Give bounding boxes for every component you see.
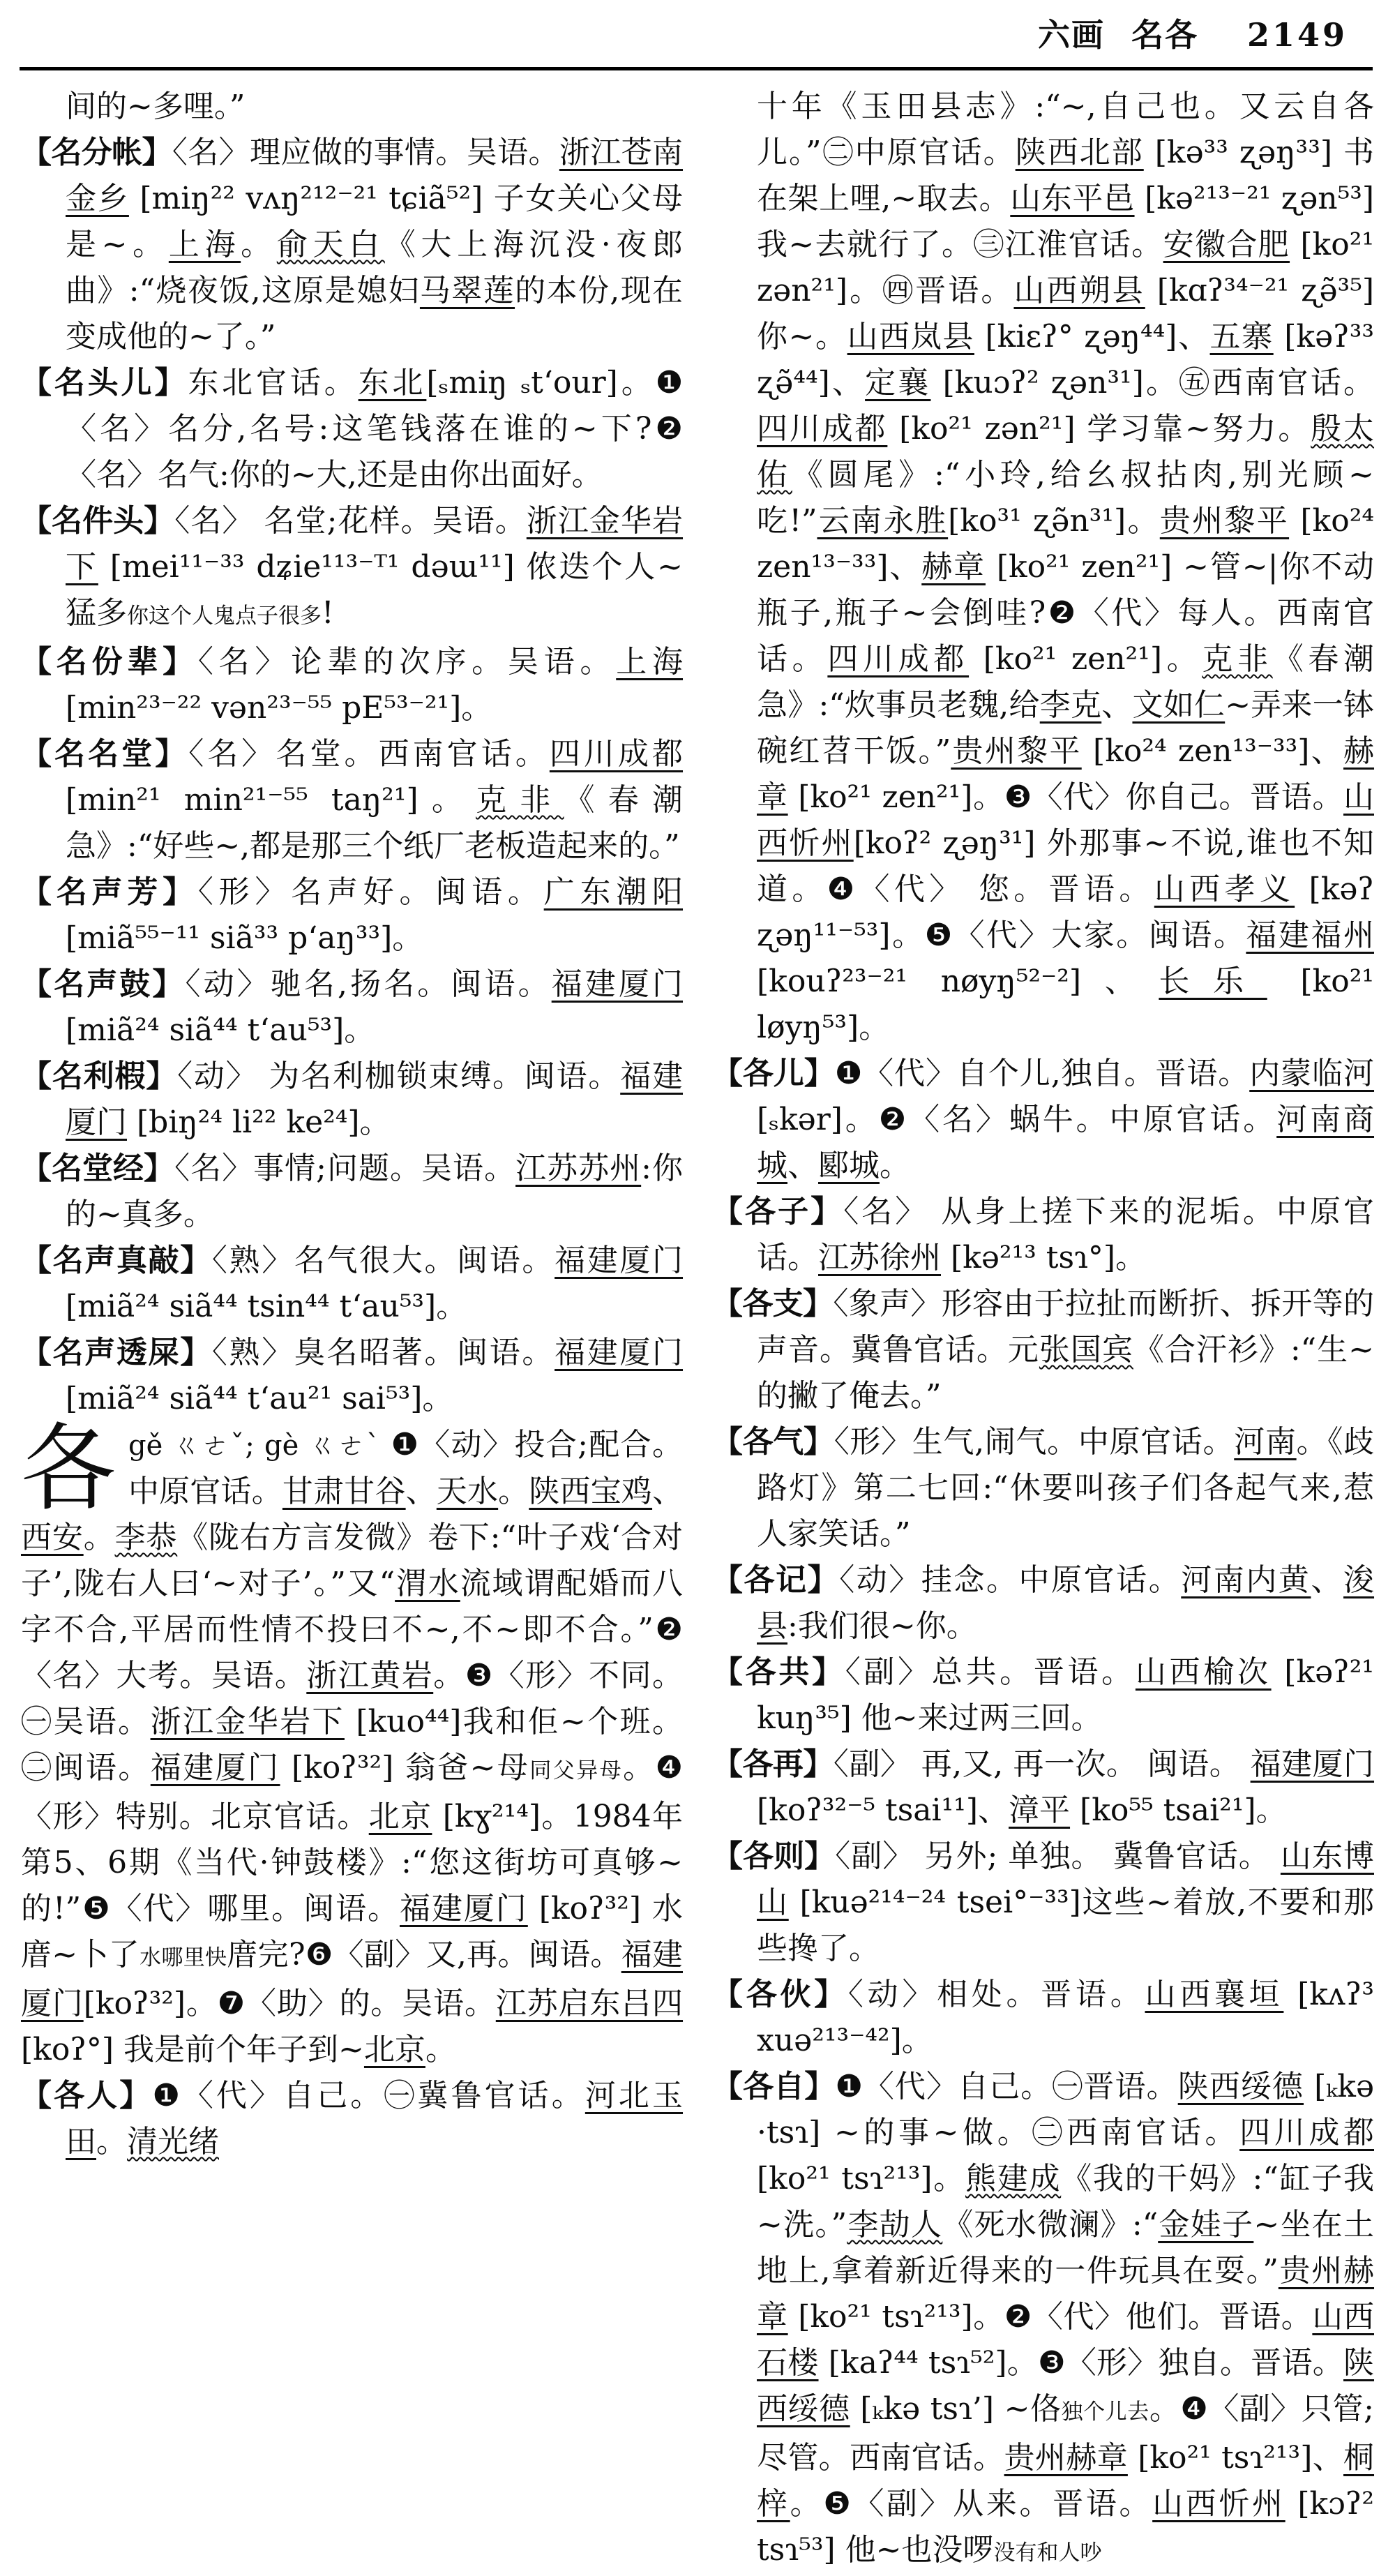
- place-name: 山西襄垣: [1145, 1977, 1284, 2012]
- place-name: 福建厦门: [21, 1937, 683, 2021]
- dict-entry: 【各人】❶〈代〉自己。㊀冀鲁官话。河北玉田。清光绪: [21, 2078, 684, 2159]
- place-name: 陕西宝鸡: [529, 1474, 653, 1509]
- place-name: 福建厦门: [551, 966, 683, 1002]
- place-name: 山西忻州: [1152, 2486, 1285, 2522]
- place-name: 河北玉田: [66, 2078, 684, 2159]
- place-name: 福建厦门: [555, 1243, 684, 1278]
- entry-headword: 【名声芳】: [21, 874, 198, 910]
- place-name: 贵州赫章: [757, 2253, 1375, 2335]
- place-name: 五寨: [1209, 319, 1274, 354]
- place-name: 江苏徐州: [818, 1240, 941, 1275]
- dict-entry: 【各共】〈副〉总共。晋语。山西榆次 [kəʔ²¹ kuŋ³⁵] 他~来过两三回。: [712, 1654, 1375, 1736]
- place-name: 河南商城: [757, 1102, 1375, 1183]
- place-name: 福建厦门: [400, 1891, 528, 1926]
- entry-headword: 【各自】: [712, 2069, 836, 2104]
- place-name: 贵州黎平: [951, 733, 1082, 769]
- place-name: 浙江金华岩下: [150, 1704, 345, 1739]
- right-column: [712, 84, 1374, 2576]
- dict-entry: 【名声真敲】〈熟〉名气很大。闽语。福建厦门[miã²⁴ siã⁴⁴ tsin⁴⁴ t‘au⁵³]。: [21, 1243, 684, 1324]
- running-header: [0, 10, 1348, 56]
- entry-headword: 【各则】: [712, 1839, 836, 1874]
- entry-headword: 【名堂经】: [21, 1151, 175, 1186]
- gloss-small: 独个儿去: [1061, 2399, 1149, 2425]
- place-name: 山东平邑: [1010, 181, 1135, 216]
- entry-headword: 【名声鼓】: [21, 966, 186, 1002]
- entry-headword: 【各人】: [21, 2078, 153, 2113]
- gloss-small: 水哪里快: [140, 1945, 227, 1970]
- place-name: 北京: [363, 2032, 425, 2067]
- entry-headword: 【名分帐】: [21, 135, 172, 170]
- place-name: 福建厦门: [555, 1335, 684, 1370]
- proper-name: 李劼人: [847, 2207, 943, 2242]
- place-name: 贵州赫章: [1004, 2440, 1128, 2476]
- dict-entry: 【各气】〈形〉生气,闹气。中原官话。河南。《歧路灯》第二七回:“休要叫孩子们各起气来,惹人家笑话。”: [712, 1424, 1375, 1552]
- entry-headword: 【各共】: [712, 1654, 845, 1690]
- left-column: [21, 84, 683, 2576]
- place-name: 福建厦门: [66, 1058, 684, 1140]
- entry-headword: 【名份辈】: [21, 644, 198, 680]
- place-name: 福建厦门: [150, 1750, 280, 1785]
- place-name: 金娃子: [1158, 2207, 1254, 2242]
- place-name: 陕西绥德: [757, 2345, 1375, 2427]
- place-name: 浙江苍南金乡: [66, 135, 684, 216]
- place-name: 贵州黎平: [1159, 503, 1290, 539]
- proper-name: 清光绪: [127, 2124, 219, 2159]
- place-name: 东北: [358, 365, 427, 400]
- place-name: 陕西绥德: [1177, 2069, 1304, 2104]
- text-columns: [21, 84, 1374, 2576]
- gloss-small: 你这个人鬼点子很多: [127, 604, 322, 629]
- place-name: 四川成都: [1239, 2115, 1374, 2150]
- place-name: 四川成都: [549, 736, 684, 772]
- place-name: 福建厦门: [1250, 1746, 1375, 1782]
- place-name: 桐梓: [757, 2440, 1375, 2522]
- place-name: 北京: [368, 1799, 432, 1834]
- dict-entry: 【各记】〈动〉挂念。中原官话。河南内黄、浚县:我们很~你。: [712, 1562, 1375, 1644]
- proper-name: 熊建成: [965, 2161, 1062, 2196]
- place-name: 长乐: [1159, 964, 1267, 999]
- headword-character: 各: [21, 1414, 116, 1525]
- dict-entry: 【名名堂】〈名〉名堂。西南官话。四川成都 [min²¹ min²¹⁻⁵⁵ taŋ²¹]。克非《春潮急》:“好些~,都是那三个纸厂老板造起来的。”: [21, 736, 684, 864]
- proper-name: 克非: [476, 782, 564, 818]
- place-name: 内蒙临河: [1249, 1056, 1375, 1091]
- place-name: 西安: [21, 1520, 84, 1555]
- place-name: 甘肃甘谷: [282, 1474, 406, 1509]
- dict-entry: 【各伙】〈动〉相处。晋语。山西襄垣 [kʌʔ³ xuə²¹³⁻⁴²]。: [712, 1977, 1375, 2058]
- dict-entry: 【名利椵】〈动〉 为名利枷锁束缚。闽语。福建厦门 [biŋ²⁴ li²² ke²⁴]。: [21, 1058, 684, 1140]
- place-name: 福建福州: [1246, 918, 1374, 953]
- place-name: 郾城: [818, 1148, 880, 1183]
- place-name: 山西忻州: [757, 779, 1374, 861]
- place-name: 山西榆次: [1135, 1654, 1272, 1690]
- place-name: 漳平: [1009, 1792, 1071, 1828]
- place-name: 广东潮阳: [543, 874, 684, 910]
- gloss-small: 没有和人吵: [993, 2540, 1102, 2566]
- proper-name: 殷太佑: [757, 411, 1375, 493]
- place-name: 李克: [1039, 687, 1102, 723]
- entry-headword: 【各儿】: [712, 1056, 835, 1091]
- place-name: 江苏启东吕四: [495, 1986, 684, 2021]
- dict-entry: 【各支】〈象声〉形容由于拉扯而断折、拆开等的声音。冀鲁官话。元张国宾《合汗衫》:“生~的撇了俺去。”: [712, 1286, 1375, 1414]
- dict-entry: 【名份辈】〈名〉论辈的次序。吴语。上海 [min²³⁻²² vən²³⁻⁵⁵ pE⁵³⁻²¹]。: [21, 644, 684, 726]
- proper-name: 俞天白: [276, 227, 385, 262]
- entry-headword: 【各子】: [712, 1194, 844, 1229]
- guide-words: 名各: [1131, 16, 1198, 54]
- place-name: 浙江金华岩下: [66, 503, 684, 585]
- dict-entry: 【名声鼓】〈动〉驰名,扬名。闽语。福建厦门[miã²⁴ siã⁴⁴ t‘au⁵³]。: [21, 966, 683, 1048]
- page-number: 2149: [1246, 16, 1348, 54]
- place-name: 上海: [616, 644, 684, 680]
- dict-entry: 各gě ㄍㄜˇ; gè ㄍㄜˋ ❶〈动〉投合;配合。中原官话。甘肃甘谷、天水。陕西宝鸡、西安。李恭《陇右方言发微》卷下:“叶子戏‘合对子’,陇右人曰‘~对子’。”又“渭水流域谓配婚而八字不合,平居而性情不投曰不~,不~即不合。”❷〈名〉大考。吴语。浙江黄岩。❸〈形〉不同。㊀吴语。浙江金华岩下 [kuo⁴⁴]我和佢~个班。㊁闽语。福建厦门 [koʔ³²] 翁爸~母同父异母。❹〈形〉特别。北京官话。北京 [kɣ²¹⁴]。1984年第5、6期《当代·钟鼓楼》:“您这街坊可真够~的!”❺〈代〉哪里。闽语。福建厦门 [koʔ³²] 水庴~卜了水哪里快庴完?❻〈副〉又,再。闽语。福建厦门[koʔ³²]。❼〈助〉的。吴语。江苏启东吕四 [koʔ°] 我是前个年子到~北京。: [21, 1414, 684, 2067]
- place-name: 上海: [168, 227, 241, 262]
- entry-headword: 【名件头】: [21, 503, 175, 539]
- place-name: 山西石楼: [757, 2299, 1374, 2381]
- proper-name: 李恭: [114, 1520, 178, 1555]
- dict-entry: 【名声芳】〈形〉名声好。闽语。广东潮阳 [miã⁵⁵⁻¹¹ siã³³ p‘aŋ³³]。: [21, 874, 684, 956]
- dict-entry: 【名堂经】〈名〉事情;问题。吴语。江苏苏州:你的~真多。: [21, 1151, 683, 1232]
- stroke-section-label: 六画: [1037, 16, 1105, 54]
- gloss-small: 同父异母: [529, 1758, 624, 1783]
- dict-entry: 十年《玉田县志》:“~,自己也。又云自各儿。”㊁中原官话。陕西北部 [kə³³ ʐəŋ³³] 书在架上哩,~取去。山东平邑 [kə²¹³⁻²¹ ʐən⁵³] 我~去就行了。㊂江淮官话。安徽合肥 [ko²¹ zən²¹]。㊃晋语。山西朔县 [kɑʔ³⁴⁻²¹ ʐə̃³⁵] 你~。山西岚县 [kiɛʔ° ʐəŋ⁴⁴]、五寨 [kəʔ³³ ʐə̃⁴⁴]、定襄 [kuɔʔ² ʐən³¹]。㊄西南官话。四川成都 [ko²¹ zən²¹] 学习靠~努力。殷太佑《圆尾》:“小玲,给幺叔拈肉,别光顾~吃!”云南永胜[ko³¹ ʐə̃n³¹]。贵州黎平 [ko²⁴ zen¹³⁻³³]、赫章 [ko²¹ zen²¹] ~管~|你不动瓶子,瓶子~会倒哇?❷〈代〉每人。西南官话。四川成都 [ko²¹ zen²¹]。克非《春潮急》:“炊事员老魏,给李克、文如仁~弄来一钵碗红苕干饭。”贵州黎平 [ko²⁴ zen¹³⁻³³]、赫章 [ko²¹ zen²¹]。❸〈代〉你自己。晋语。山西忻州[koʔ² ʐəŋ³¹] 外那事~不说,谁也不知道。❹〈代〉 您。晋语。山西孝义 [kəʔ ʐəŋ¹¹⁻⁵³]。❺〈代〉大家。闽语。福建福州 [kouʔ²³⁻²¹ nøyŋ⁵²⁻²]、长乐 [ko²¹ løyŋ⁵³]。: [757, 89, 1375, 1045]
- place-name: 文如仁: [1132, 687, 1226, 723]
- place-name: 陕西北部: [1015, 135, 1144, 170]
- entry-headword: 【名头儿】: [21, 365, 188, 400]
- header-divider: [20, 67, 1373, 70]
- place-name: 安徽合肥: [1163, 227, 1290, 262]
- dict-entry: 【各自】❶〈代〉自己。㊀晋语。陕西绥德 [ₖkə ·tsɿ] ~的事~做。㊁西南官话。四川成都 [ko²¹ tsɿ²¹³]。熊建成《我的干妈》:“缸子我~洗。”李劼人《死水微澜》:“金娃子~坐在土地上,拿着新近得来的一件玩具在耍。”贵州赫章 [ko²¹ tsɿ²¹³]。❷〈代〉他们。晋语。山西石楼 [kaʔ⁴⁴ tsɿ⁵²]。❸〈形〉独自。晋语。陕西绥德 [ₖkə tsɿ’] ~佫独个儿去。❹〈副〉只管;尽管。西南官话。贵州赫章 [ko²¹ tsɿ²¹³]、桐梓。❺〈副〉从来。晋语。山西忻州 [kɔʔ² tsɿ⁵³] 他~也没啰没有和人吵: [712, 2069, 1375, 2568]
- place-name: 渭水: [395, 1566, 460, 1601]
- dict-entry: 【名声透屎】〈熟〉臭名昭著。闽语。福建厦门 [miã²⁴ siã⁴⁴ t‘au²¹ sai⁵³]。: [21, 1335, 684, 1416]
- place-name: 赫章: [921, 549, 986, 585]
- entry-headword: 【各记】: [712, 1562, 840, 1598]
- entry-headword: 【名声真敲】: [21, 1243, 212, 1278]
- proper-name: 张国宾: [1039, 1332, 1133, 1368]
- place-name: 浙江黄岩: [306, 1658, 434, 1693]
- entry-headword: 【名名堂】: [21, 736, 189, 772]
- dict-entry: 【各子】〈名〉 从身上搓下来的泥垢。中原官话。江苏徐州 [kə²¹³ tsɿ°]。: [712, 1194, 1374, 1275]
- place-name: 山西孝义: [1154, 871, 1295, 907]
- entry-headword: 【名利椵】: [21, 1058, 178, 1094]
- dict-entry: 【各儿】❶〈代〉自个儿,独自。晋语。内蒙临河[ₛkər]。❷〈名〉蜗牛。中原官话。河南商城、郾城。: [712, 1056, 1375, 1183]
- place-name: 马翠莲: [419, 273, 515, 308]
- place-name: 赫章: [757, 733, 1375, 815]
- place-name: 江苏苏州: [515, 1151, 642, 1186]
- dict-entry: 【名头儿】东北官话。东北[ₛmiŋ ₛt‘our]。❶〈名〉名分,名号:这笔钱落在谁的~下?❷〈名〉名气:你的~大,还是由你出面好。: [21, 365, 684, 493]
- entry-headword: 【各再】: [712, 1746, 834, 1782]
- place-name: 浚县: [757, 1562, 1375, 1644]
- place-name: 河南: [1234, 1424, 1297, 1460]
- dict-entry: 【各再】〈副〉 再,又, 再一次。 闽语。 福建厦门 [koʔ³²⁻⁵ tsai¹¹]、漳平 [ko⁵⁵ tsai²¹]。: [712, 1746, 1375, 1828]
- dict-entry: 【名分帐】〈名〉理应做的事情。吴语。浙江苍南金乡 [miŋ²² vʌŋ²¹²⁻²¹ tɕiã⁵²] 子女关心父母是~。上海。俞天白《大上海沉没·夜郎曲》:“烧夜饭,这原是媳妇马翠莲的本份,现在变成他的~了。”: [21, 135, 684, 354]
- place-name: 云南永胜: [817, 503, 949, 539]
- place-name: 天水: [436, 1474, 499, 1509]
- place-name: 山西岚县: [847, 319, 974, 354]
- dict-entry: 间的~多哩。”: [66, 89, 246, 124]
- place-name: 四川成都: [827, 641, 970, 677]
- pinyin-zhuyin: gě ㄍㄜˇ; gè ㄍㄜˋ: [128, 1430, 391, 1462]
- entry-headword: 【各支】: [712, 1286, 834, 1321]
- entry-headword: 【名声透屎】: [21, 1335, 212, 1370]
- place-name: 四川成都: [757, 411, 888, 447]
- entry-headword: 【各伙】: [712, 1977, 848, 2012]
- place-name: 定襄: [865, 365, 931, 400]
- dict-entry: 【名件头】〈名〉 名堂;花样。吴语。浙江金华岩下 [mei¹¹⁻³³ dʑie¹¹³⁻ᵀ¹ dəɯ¹¹] 侬迭个人~猛多你这个人鬼点子很多!: [21, 503, 684, 631]
- place-name: 河南内黄: [1181, 1562, 1311, 1598]
- entry-headword: 【各气】: [712, 1424, 834, 1460]
- place-name: 山东博山: [757, 1839, 1374, 1920]
- place-name: 山西朔县: [1013, 273, 1145, 308]
- proper-name: 克非: [1202, 641, 1273, 677]
- dict-entry: 【各则】〈副〉 另外; 单独。 冀鲁官话。 山东博山 [kuə²¹⁴⁻²⁴ tsei°⁻³³]这些~着放,不要和那些搀了。: [712, 1839, 1374, 1966]
